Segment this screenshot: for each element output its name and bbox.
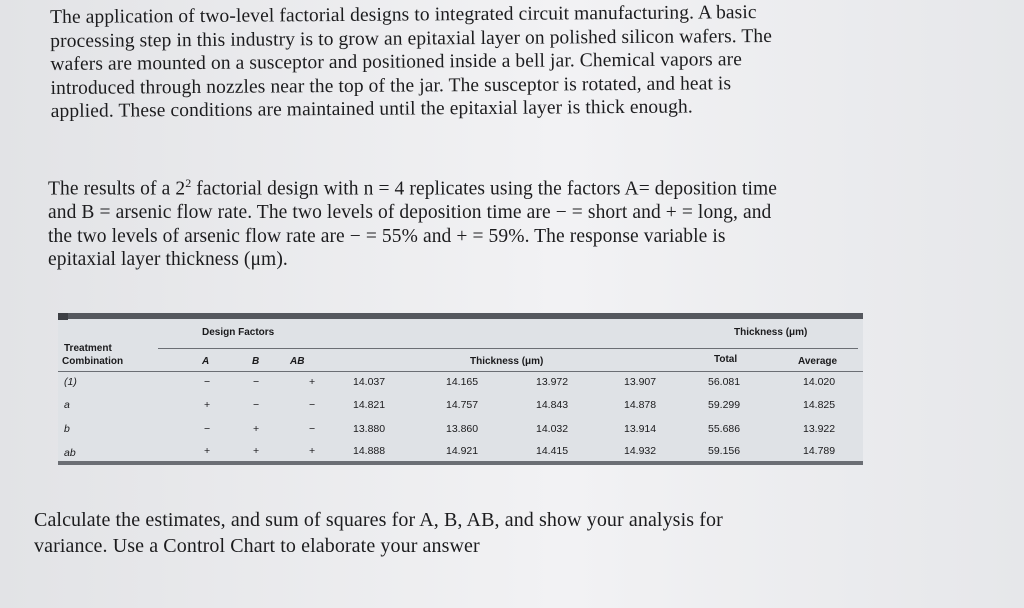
intro-line-4: introduced through nozzles near the top of the jar. The susceptor is rotated, and heat is bbox=[50, 72, 732, 99]
row-1-AB: + bbox=[309, 376, 316, 388]
row-3-avg: 13.922 bbox=[803, 423, 836, 435]
design-line-2: and B = arsenic flow rate. The two levels of deposition time are − = short and + = long, and bbox=[48, 202, 772, 223]
header-rule bbox=[158, 348, 858, 349]
row-2-t1: 14.821 bbox=[353, 399, 386, 411]
row-2-AB: − bbox=[309, 399, 316, 411]
row-4-AB: + bbox=[309, 445, 316, 457]
row-1-total: 56.081 bbox=[708, 376, 741, 388]
header-bottom-rule bbox=[58, 371, 863, 372]
header-A: A bbox=[202, 356, 210, 367]
row-4-B: + bbox=[253, 445, 260, 457]
row-2-avg: 14.825 bbox=[803, 399, 836, 411]
intro-line-3: wafers are mounted on a susceptor and positioned inside a bell jar. Chemical vapors are bbox=[50, 49, 742, 75]
table-top-rule bbox=[58, 313, 863, 319]
row-1-A: − bbox=[204, 376, 211, 388]
design-paragraph bbox=[48, 172, 983, 272]
row-2-t4: 14.878 bbox=[624, 399, 657, 411]
table-bottom-rule bbox=[58, 461, 863, 465]
header-average: Average bbox=[798, 356, 838, 367]
row-4-t1: 14.888 bbox=[353, 445, 386, 457]
row-4-combo: ab bbox=[64, 447, 76, 459]
row-3-t4: 13.914 bbox=[624, 423, 657, 435]
row-2-A: + bbox=[204, 399, 211, 411]
row-4-t4: 14.932 bbox=[624, 445, 657, 457]
design-line-1-post: factorial design with n = 4 replicates using the factors A= deposition time bbox=[191, 178, 778, 200]
header-combination: Combination bbox=[62, 356, 124, 367]
row-2-t2: 14.757 bbox=[446, 399, 479, 411]
intro-paragraph bbox=[50, 0, 971, 123]
header-AB: AB bbox=[290, 356, 305, 367]
row-2-B: − bbox=[253, 399, 260, 411]
row-2-total: 59.299 bbox=[708, 399, 741, 411]
header-B: B bbox=[252, 356, 260, 367]
row-3-t1: 13.880 bbox=[353, 423, 386, 435]
design-line-3: the two levels of arsenic flow rate are − = 55% and + = 59%. The response variable is bbox=[48, 225, 726, 247]
header-thickness: Thickness (μm) bbox=[734, 327, 808, 338]
row-3-t2: 13.860 bbox=[446, 423, 479, 435]
row-2-combo: a bbox=[64, 399, 70, 411]
row-3-B: + bbox=[253, 423, 260, 435]
row-3-AB: − bbox=[309, 423, 316, 435]
header-thickness-sub: Thickness (μm) bbox=[470, 356, 544, 367]
row-1-B: − bbox=[253, 376, 260, 388]
row-3-t3: 14.032 bbox=[536, 423, 569, 435]
row-4-avg: 14.789 bbox=[803, 445, 836, 457]
row-1-avg: 14.020 bbox=[803, 376, 836, 388]
question-line-1: Calculate the estimates, and sum of squares for A, B, AB, and show your analysis for bbox=[34, 509, 723, 531]
row-4-total: 59.156 bbox=[708, 445, 741, 457]
design-line-1-pre: The results of a 2 bbox=[48, 178, 186, 200]
row-4-t2: 14.921 bbox=[446, 445, 479, 457]
row-1-t4: 13.907 bbox=[624, 376, 657, 388]
header-design-factors: Design Factors bbox=[202, 327, 275, 338]
intro-line-1: The application of two-level factorial designs to integrated circuit manufacturing. A basic bbox=[50, 2, 757, 28]
row-1-t1: 14.037 bbox=[353, 376, 386, 388]
row-1-combo: (1) bbox=[64, 376, 77, 388]
row-3-total: 55.686 bbox=[708, 423, 741, 435]
intro-line-2: processing step in this industry is to grow an epitaxial layer on polished silicon wafers. The bbox=[50, 25, 773, 52]
data-table bbox=[58, 313, 863, 465]
row-2-t3: 14.843 bbox=[536, 399, 569, 411]
header-treatment: Treatment bbox=[64, 343, 112, 354]
question-line-2: variance. Use a Control Chart to elaborate your answer bbox=[34, 535, 480, 557]
question-paragraph bbox=[34, 507, 934, 559]
design-line-4: epitaxial layer thickness (μm). bbox=[48, 249, 288, 270]
row-1-t2: 14.165 bbox=[446, 376, 479, 388]
row-4-t3: 14.415 bbox=[536, 445, 569, 457]
intro-line-5: applied. These conditions are maintained until the epitaxial layer is thick enough. bbox=[50, 96, 693, 122]
table-top-mark bbox=[58, 313, 68, 320]
header-total: Total bbox=[714, 354, 738, 365]
design-line-1 bbox=[48, 172, 983, 201]
design-superscript: 2 bbox=[185, 176, 192, 190]
row-3-A: − bbox=[204, 423, 211, 435]
row-3-combo: b bbox=[64, 423, 70, 435]
row-1-t3: 13.972 bbox=[536, 376, 569, 388]
row-4-A: + bbox=[204, 445, 211, 457]
